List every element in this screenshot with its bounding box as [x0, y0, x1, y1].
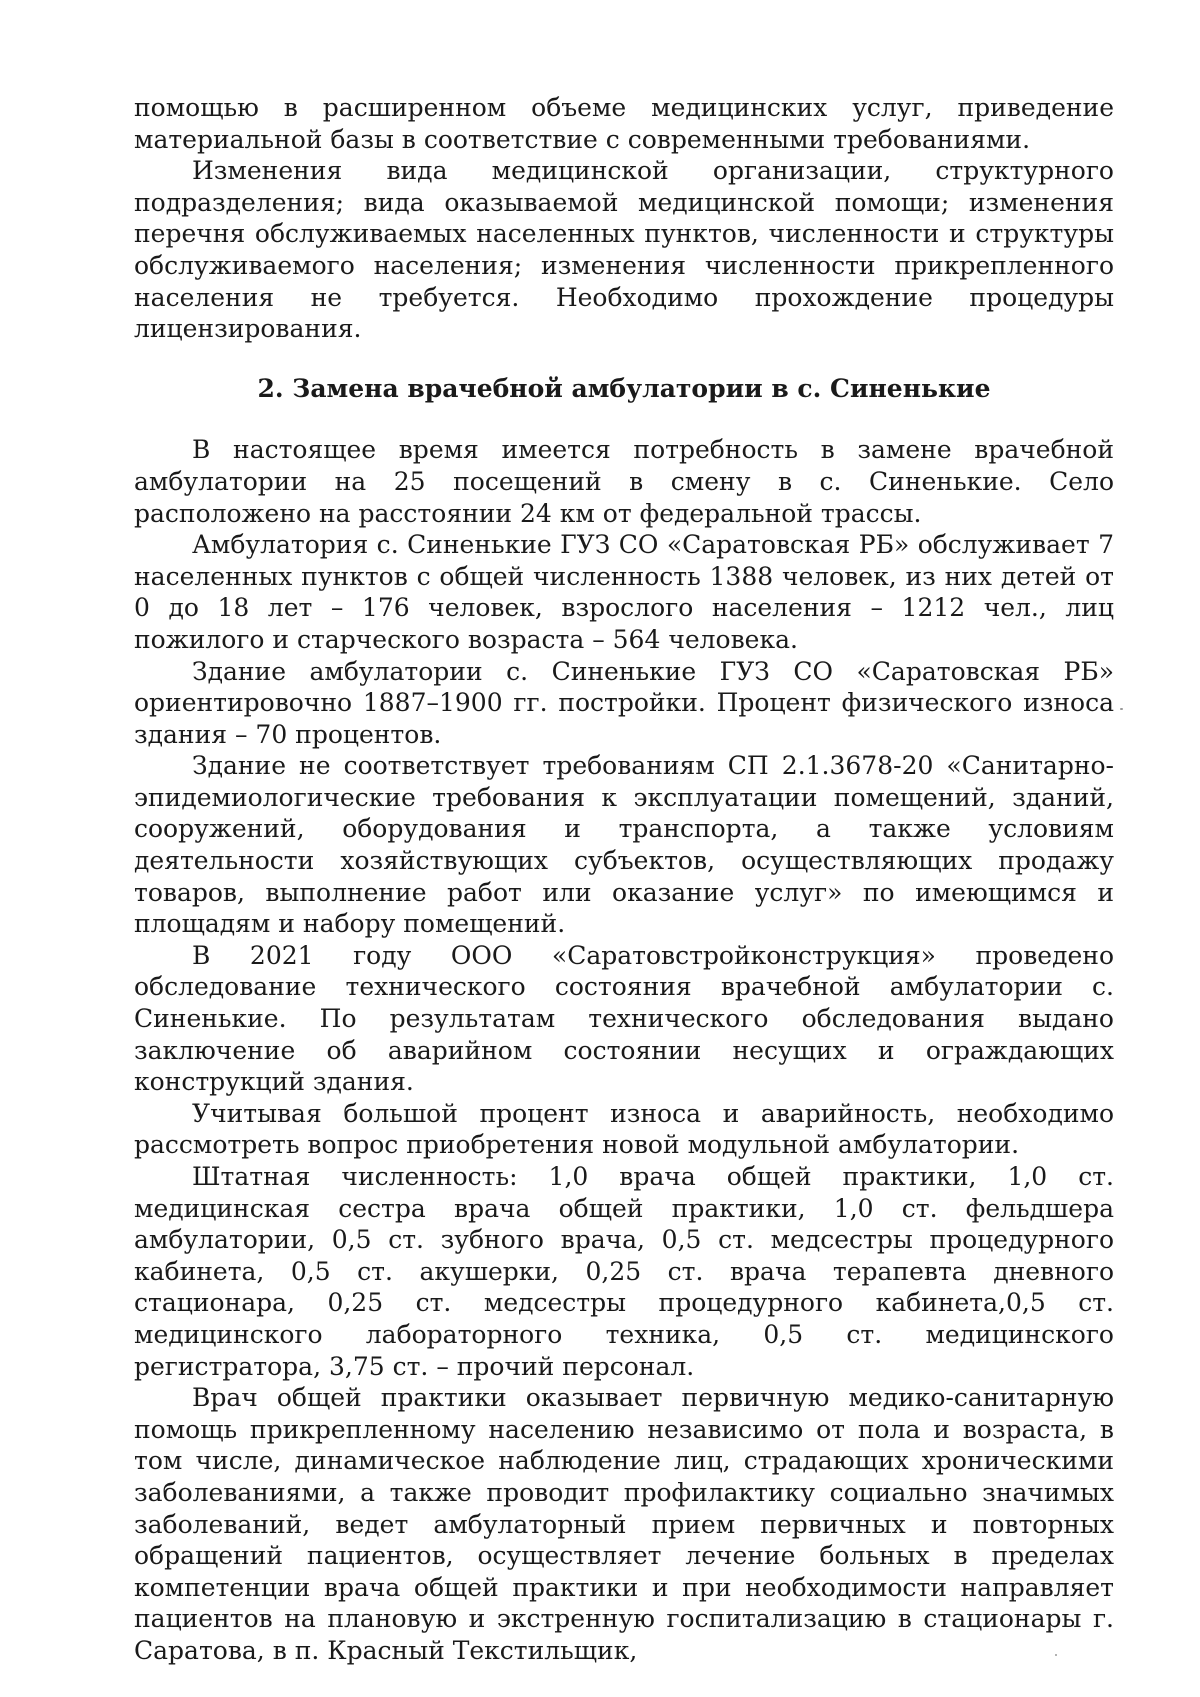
paragraph-continuation: помощью в расширенном объеме медицинских услуг, приведение материальной базы в соответствие с современными требованиями.: [134, 93, 1114, 154]
paragraph-building-age: Здание амбулатории с. Синенькие ГУЗ СО «Саратовская РБ» ориентировочно 1887–1900 гг. постройки. Процент физического износа здания – 70 процентов.: [134, 656, 1114, 749]
paragraph-sanitary-requirements: Здание не соответствует требованиям СП 2.1.3678-20 «Санитарно-эпидемиологические требования к эксплуатации помещений, зданий, сооружений, оборудования и транспорта, а также условиям деятельности хозяйствующих субъектов, осуществляющих продажу товаров, выполнение работ или оказание услуг» по имеющимся и площадям и набору помещений.: [134, 751, 1114, 939]
paragraph-modular-proposal: Учитывая большой процент износа и аварийность, необходимо рассмотреть вопрос приобретения новой модульной амбулатории.: [134, 1098, 1114, 1160]
paragraph-technical-survey: В 2021 году ООО «Саратовстройконструкция» проведено обследование технического состояния врачебной амбулатории с. Синенькие. По результатам технического обследования выдано заключение об аварийном состоянии несущих и ограждающих конструкций здания.: [134, 940, 1114, 1097]
paragraph-changes-not-required: Изменения вида медицинской организации, структурного подразделения; вида оказываемой медицинской помощи; изменения перечня обслуживаемых населенных пунктов, численности и структуры обслуживаемого населения; изменения численности прикрепленного населения не требуется. Необходимо прохождение процедуры лицензирования.: [134, 156, 1114, 344]
section-heading: 2. Замена врачебной амбулатории в с. Синенькие: [257, 373, 991, 403]
paragraph-staffing: Штатная численность: 1,0 врача общей практики, 1,0 ст. медицинская сестра врача общей практики, 1,0 ст. фельдшера амбулатории, 0,5 ст. зубного врача, 0,5 ст. медсестры процедурного кабинета, 0,5 ст. акушерки, 0,25 ст. врача терапевта дневного стационара, 0,25 ст. медсестры процедурного кабинета,0,5 ст. медицинского лабораторного техника, 0,5 ст. медицинского регистратора, 3,75 ст. – прочий персонал.: [134, 1162, 1114, 1381]
scan-speck: [1055, 1654, 1057, 1656]
document-body: [134, 92, 1114, 1667]
scan-speck: [1120, 708, 1123, 710]
paragraph-service-area: Амбулатория с. Синенькие ГУЗ СО «Саратовская РБ» обслуживает 7 населенных пунктов с общей численность 1388 человек, из них детей от 0 до 18 лет – 176 человек, взрослого населения – 1212 чел., лиц пожилого и старческого возраста – 564 человека.: [134, 530, 1114, 654]
paragraph-replacement-need: В настоящее время имеется потребность в замене врачебной амбулатории на 25 посещений в смену в с. Синенькие. Село расположено на расстоянии 24 км от федеральной трассы.: [134, 435, 1114, 528]
paragraph-gp-duties: Врач общей практики оказывает первичную медико-санитарную помощь прикрепленному населению независимо от пола и возраста, в том числе, динамическое наблюдение лиц, страдающих хроническими заболеваниями, а также проводит профилактику социально значимых заболеваний, ведет амбулаторный прием первичных и повторных обращений пациентов, осуществляет лечение больных в пределах компетенции врача общей практики и при необходимости направляет пациентов на плановую и экстренную госпитализацию в стационары г. Саратова, в п. Красный Текстильщик,: [134, 1383, 1114, 1665]
